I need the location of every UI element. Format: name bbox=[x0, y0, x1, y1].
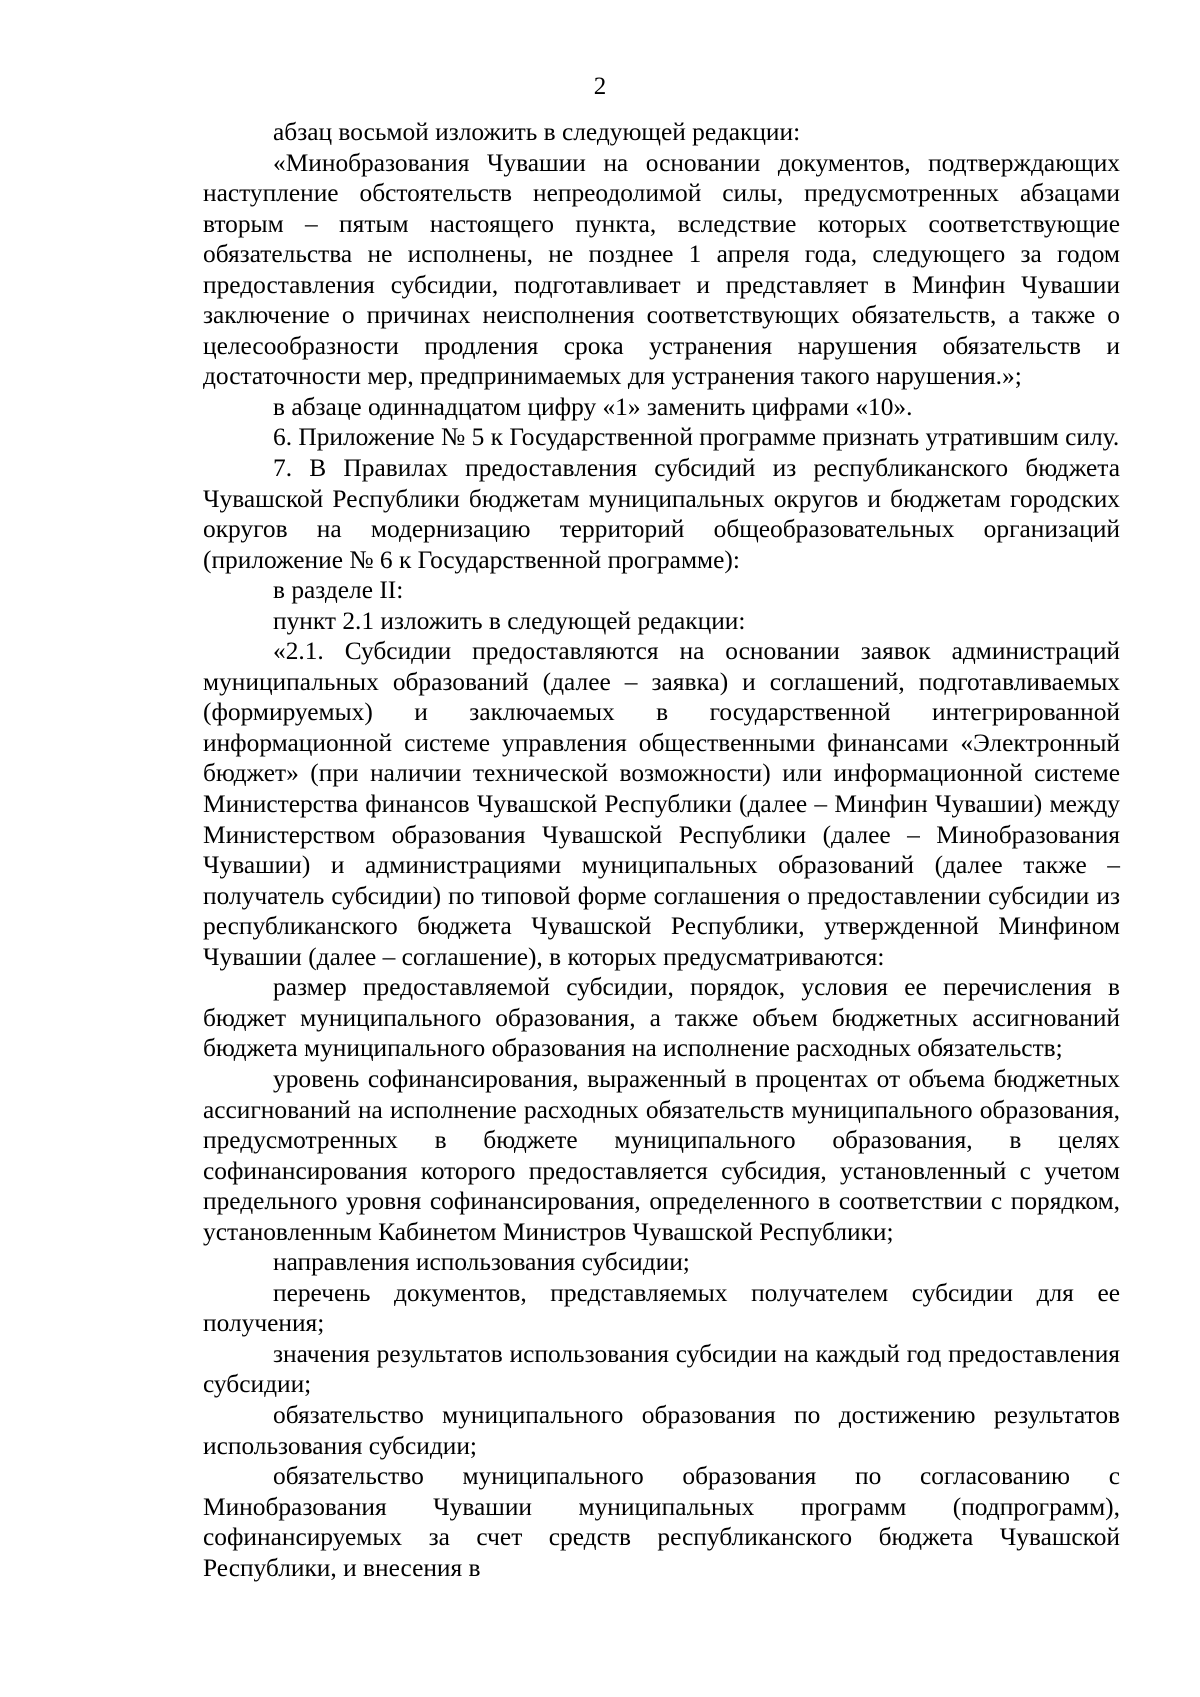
paragraph: размер предоставляемой субсидии, порядок, условия ее перечисления в бюджет муниципального образования, а также объем бюджетных ассигнований бюджета муниципального образования на исполнение расходных обязательств; bbox=[203, 973, 1120, 1063]
paragraph: обязательство муниципального образования по согласованию с Минобразования Чувашии муниципальных программ (подпрограмм), софинансируемых за счет средств республиканского бюджета Чувашской Республики, и внесения в bbox=[203, 1462, 1120, 1582]
paragraph: направления использования субсидии; bbox=[273, 1248, 690, 1277]
paragraph: «Минобразования Чувашии на основании документов, подтверждающих наступление обстоятельств непреодолимой силы, предусмотренных абзацами вторым – пятым настоящего пункта, вследствие которых соответствующие обязательства не исполнены, не позднее 1 апреля года, следующего за годом предоставления субсидии, подготавливает и представляет в Минфин Чувашии заключение о причинах неисполнения соответствующих обязательств, а также о целесообразности продления срока устранения нарушения обязательств и достаточности мер, предпринимаемых для устранения такого нарушения.»; bbox=[203, 148, 1120, 391]
paragraph: уровень софинансирования, выраженный в процентах от объема бюджетных ассигнований на исполнение расходных обязательств муниципального образования, предусмотренных в бюджете муниципального образования, в целях софинансирования которого предоставляется субсидия, установленный с учетом предельного уровня софинансирования, определенного в соответствии с порядком, установленным Кабинетом Министров Чувашской Республики; bbox=[203, 1064, 1120, 1246]
paragraph: в разделе II: bbox=[273, 576, 404, 605]
paragraph: обязательство муниципального образования по достижению результатов использования субсидии; bbox=[203, 1400, 1120, 1460]
paragraph: 7. В Правилах предоставления субсидий из республиканского бюджета Чувашской Республики бюджетам муниципальных округов и бюджетам городских округов на модернизацию территорий общеобразовательных организаций (приложение № 6 к Государственной программе): bbox=[203, 454, 1120, 574]
paragraph: значения результатов использования субсидии на каждый год предоставления субсидии; bbox=[203, 1339, 1120, 1399]
paragraph: «2.1. Субсидии предоставляются на основании заявок администраций муниципальных образований (далее – заявка) и соглашений, подготавливаемых (формируемых) и заключаемых в государственной интегрированной информационной системе управления общественными финансами «Электронный бюджет» (при наличии технической возможности) или информационной системе Министерства финансов Чувашской Республики (далее – Минфин Чувашии) между Министерством образования Чувашской Республики (далее – Минобразования Чувашии) и администрациями муниципальных образований (далее также – получатель субсидии) по типовой форме соглашения о предоставлении субсидии из республиканского бюджета Чувашской Республики, утвержденной Минфином Чувашии (далее – соглашение), в которых предусматриваются: bbox=[203, 637, 1120, 971]
paragraph: пункт 2.1 изложить в следующей редакции: bbox=[273, 606, 746, 635]
paragraph: 6. Приложение № 5 к Государственной программе признать утратившим силу. bbox=[273, 423, 1120, 452]
paragraph: в абзаце одиннадцатом цифру «1» заменить цифрами «10». bbox=[273, 392, 913, 421]
page-number: 2 bbox=[593, 73, 607, 100]
document-body bbox=[203, 117, 1120, 1583]
paragraph: абзац восьмой изложить в следующей редакции: bbox=[273, 118, 801, 146]
paragraph: перечень документов, представляемых получателем субсидии для ее получения; bbox=[203, 1278, 1120, 1338]
